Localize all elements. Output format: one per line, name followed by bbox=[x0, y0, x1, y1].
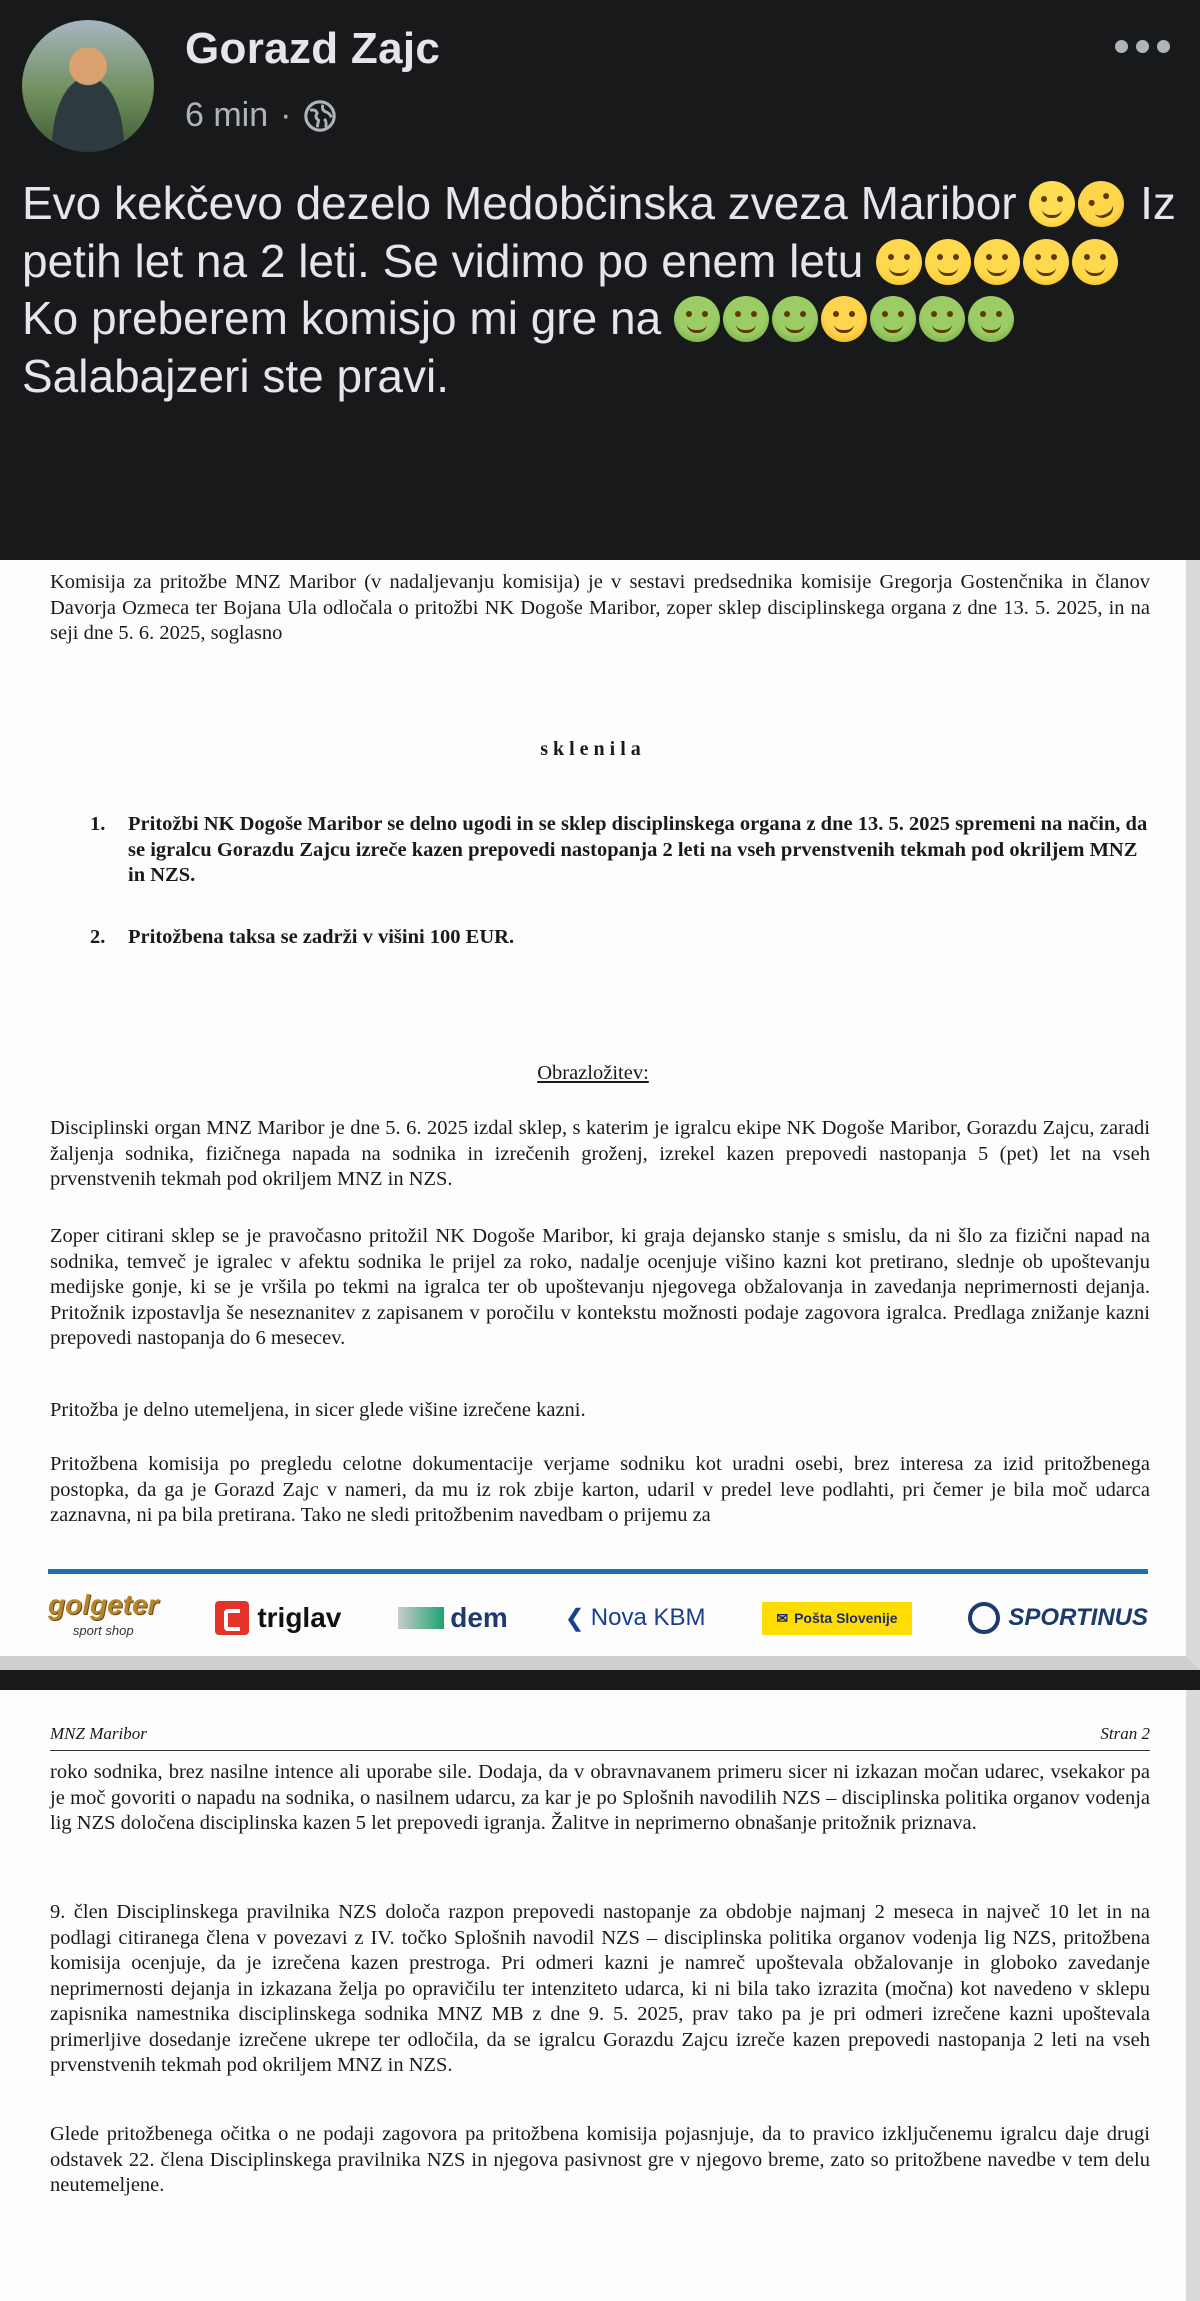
author-name[interactable]: Gorazd Zajc bbox=[185, 24, 441, 73]
doc-paragraph: 9. člen Disciplinskega pravilnika NZS določa razpon prepovedi nastopanje za obdobje najmanj 2 meseca in največ 10 let in na podlagi citiranega člena v povezavi z IV. točko Splošnih navodil NZS – disciplinska politika organov vodenja lig NZS, pritožbena komisija ocenjuje, da je izrečena kazen prestroga. Pri odmeri kazni je namreč upoštevala obžalovanje in globoko zavedanje neprimernosti dejanja in izkazana želja po opravičilu ter intenziteto udarca, ki ni bila tako izrazita (močna) kot navedeno v sklepu zapisnika namestnika disciplinskega sodnika MNZ MB z dne 9. 5. 2025, prav tako pa je pri odmeri izrečene kazni upoštevala primerljive dosedanje izrečene ukrepe ter odločila, da se igralcu Gorazdu Zajcu izreče kazen prepovedi nastopanja 2 leti na vseh prvenstvenih tekmah pod okriljem MNZ in NZS. bbox=[50, 1901, 1150, 2076]
nauseated-emoji bbox=[919, 296, 965, 342]
page-number: Stran 2 bbox=[1100, 1724, 1150, 1743]
sponsors-bar bbox=[48, 1582, 1148, 1654]
post-text-part-2: Iz petih let na 2 leti. Se vidimo po enem letu bbox=[22, 177, 1176, 287]
globe-icon bbox=[303, 99, 337, 133]
nkbm-logo: ❮ Nova KBM bbox=[564, 1604, 706, 1632]
smirk-emoji bbox=[1072, 239, 1118, 285]
post-text bbox=[22, 175, 1182, 405]
posta-slovenije-logo: ✉ Pošta Slovenije bbox=[762, 1602, 911, 1635]
sweat-smile-emoji bbox=[1029, 181, 1075, 227]
dem-logo: dem bbox=[398, 1602, 508, 1634]
document-page-1[interactable] bbox=[0, 560, 1200, 1670]
decision-item-2-number: 2. bbox=[90, 926, 106, 948]
post-time[interactable]: 6 min bbox=[185, 96, 269, 134]
nauseated-emoji bbox=[968, 296, 1014, 342]
triglav-icon bbox=[215, 1601, 249, 1635]
doc-paragraph: Pritožbena komisija po pregledu celotne dokumentacije verjame sodniku kot uradni osebi, brez interesa za izid pritožbenega postopka, da ga je Gorazd Zajc v nameri, da mu iz rok zbije karton, udaril v predel leve podlahti, pri čemer je bila moč udarca zaznavna, ni pa bila pretirana. Tako ne sledi pritožbenim navedbam o prijemu za bbox=[50, 1453, 1150, 1526]
decision-item-2-text: Pritožbena taksa se zadrži v višini 100 EUR. bbox=[128, 926, 515, 948]
post-meta bbox=[185, 96, 337, 135]
page-header-org: MNZ Maribor bbox=[50, 1724, 147, 1743]
smirk-emoji bbox=[925, 239, 971, 285]
flushed-emoji bbox=[821, 296, 867, 342]
page-header bbox=[50, 1724, 1150, 1751]
doc-paragraph: Zoper citirani sklep se je pravočasno pritožil NK Dogoše Maribor, ki graja dejansko stanje s smislu, da ni šlo za fizični napad na sodnika, temveč je igralec v afektu sodnika le prijel za roko, nadalje ocenjuje višino kazni kot pretirano, slednje ob upoštevanju medijske gonje, ki se je vršila po tekmi na igralca ter ob upoštevanju njegovega obžalovanja in zavedanja neprimernosti dejanja. Pritožnik izpostavlja še neseznanitev z zapisanem v poročilu v kontekstu možnosti podaje zagovora igralca. Predlaga znižanje kazni prepovedi nastopanja do 6 mesecev. bbox=[50, 1225, 1150, 1349]
dem-icon bbox=[398, 1607, 444, 1629]
doc-intro: Komisija za pritožbe MNZ Maribor (v nadaljevanju komisija) je v sestavi predsednika komisije Gregorja Gostenčnika in članov Davorja Ozmeca ter Bojana Ula odločala o pritožbi NK Dogoše Maribor, zoper sklep disciplinskega organa z dne 13. 5. 2025, in na seji dne 5. 6. 2025, soglasno bbox=[50, 571, 1150, 644]
rofl-emoji bbox=[1071, 173, 1132, 234]
doc-paragraph: Pritožba je delno utemeljena, in sicer glede višine izrečene kazni. bbox=[50, 1399, 586, 1421]
doc-obrazlozitev-heading: Obrazložitev: bbox=[537, 1062, 649, 1084]
doc-paragraph: Glede pritožbenega očitka o ne podaji zagovora pa pritožbena komisija pojasnjuje, da to pravico izključenemu igralcu daje drugi odstavek 22. člena Disciplinskega pravilnika NZS in njegova pasivnost gre v njegovo breme, zato so pritožbene navedbe v tem delu neutemeljene. bbox=[50, 2123, 1150, 2196]
decision-item-1-number: 1. bbox=[90, 813, 106, 835]
facebook-post bbox=[0, 0, 1200, 560]
post-text-part-1: Evo kekčevo dezelo Medobčinska zveza Maribor bbox=[22, 177, 1030, 229]
nauseated-emoji bbox=[772, 296, 818, 342]
avatar[interactable] bbox=[22, 20, 154, 152]
nauseated-emoji bbox=[723, 296, 769, 342]
smirk-emoji bbox=[974, 239, 1020, 285]
doc-sklenila-heading: sklenila bbox=[540, 738, 646, 760]
doc-paragraph: Disciplinski organ MNZ Maribor je dne 5. 6. 2025 izdal sklep, s katerim je igralcu ekipe NK Dogoše Maribor, Gorazdu Zajcu, zaradi žaljenja sodnika, fizičnega napada na sodnika in izrečenih groženj, izrekel kazen prepovedi nastopanja 5 (pet) let na vseh prvenstvenih tekmah pod okriljem MNZ in NZS. bbox=[50, 1117, 1150, 1190]
nauseated-emoji bbox=[870, 296, 916, 342]
document-page-2[interactable] bbox=[0, 1690, 1200, 2301]
sportinus-logo: SPORTINUS bbox=[968, 1602, 1148, 1634]
post-text-part-4: Salabajzeri ste pravi. bbox=[22, 349, 449, 402]
post-text-part-3: Ko preberem komisjo mi gre na bbox=[22, 292, 674, 344]
decision-item-2 bbox=[90, 925, 1150, 951]
nauseated-emoji bbox=[674, 296, 720, 342]
meta-separator: · bbox=[280, 96, 292, 134]
more-options-icon[interactable] bbox=[1115, 40, 1170, 53]
triglav-logo: triglav bbox=[215, 1601, 341, 1635]
doc-paragraph: roko sodnika, brez nasilne intence ali uporabe sile. Dodaja, da v obravnavanem primeru sicer ni izkazan močan udarec, vsekakor pa je moč govoriti o napadu na sodnika, o nasilnem udarcu, za kar je po Splošnih navodilih NZS – disciplinska politika organov vodenja lig NZS določena disciplinska kazen 5 let prepovedi igranja. Žalitve in neprimerno obnašanje pritožnik priznava. bbox=[50, 1761, 1150, 1834]
sponsor-divider bbox=[48, 1569, 1148, 1574]
smirk-emoji bbox=[1023, 239, 1069, 285]
sportinus-icon bbox=[968, 1602, 1000, 1634]
decision-item-1-text: Pritožbi NK Dogoše Maribor se delno ugodi in se sklep disciplinskega organa z dne 13. 5. 2025 spremeni na način, da se igralcu Gorazdu Zajcu izreče kazen prepovedi nastopanja 2 leti na vseh prvenstvenih tekmah pod okriljem MNZ in NZS. bbox=[128, 813, 1148, 886]
golgeter-logo: golgeter sport shop bbox=[48, 1589, 159, 1638]
smirk-emoji bbox=[876, 239, 922, 285]
decision-item-1 bbox=[90, 812, 1150, 889]
